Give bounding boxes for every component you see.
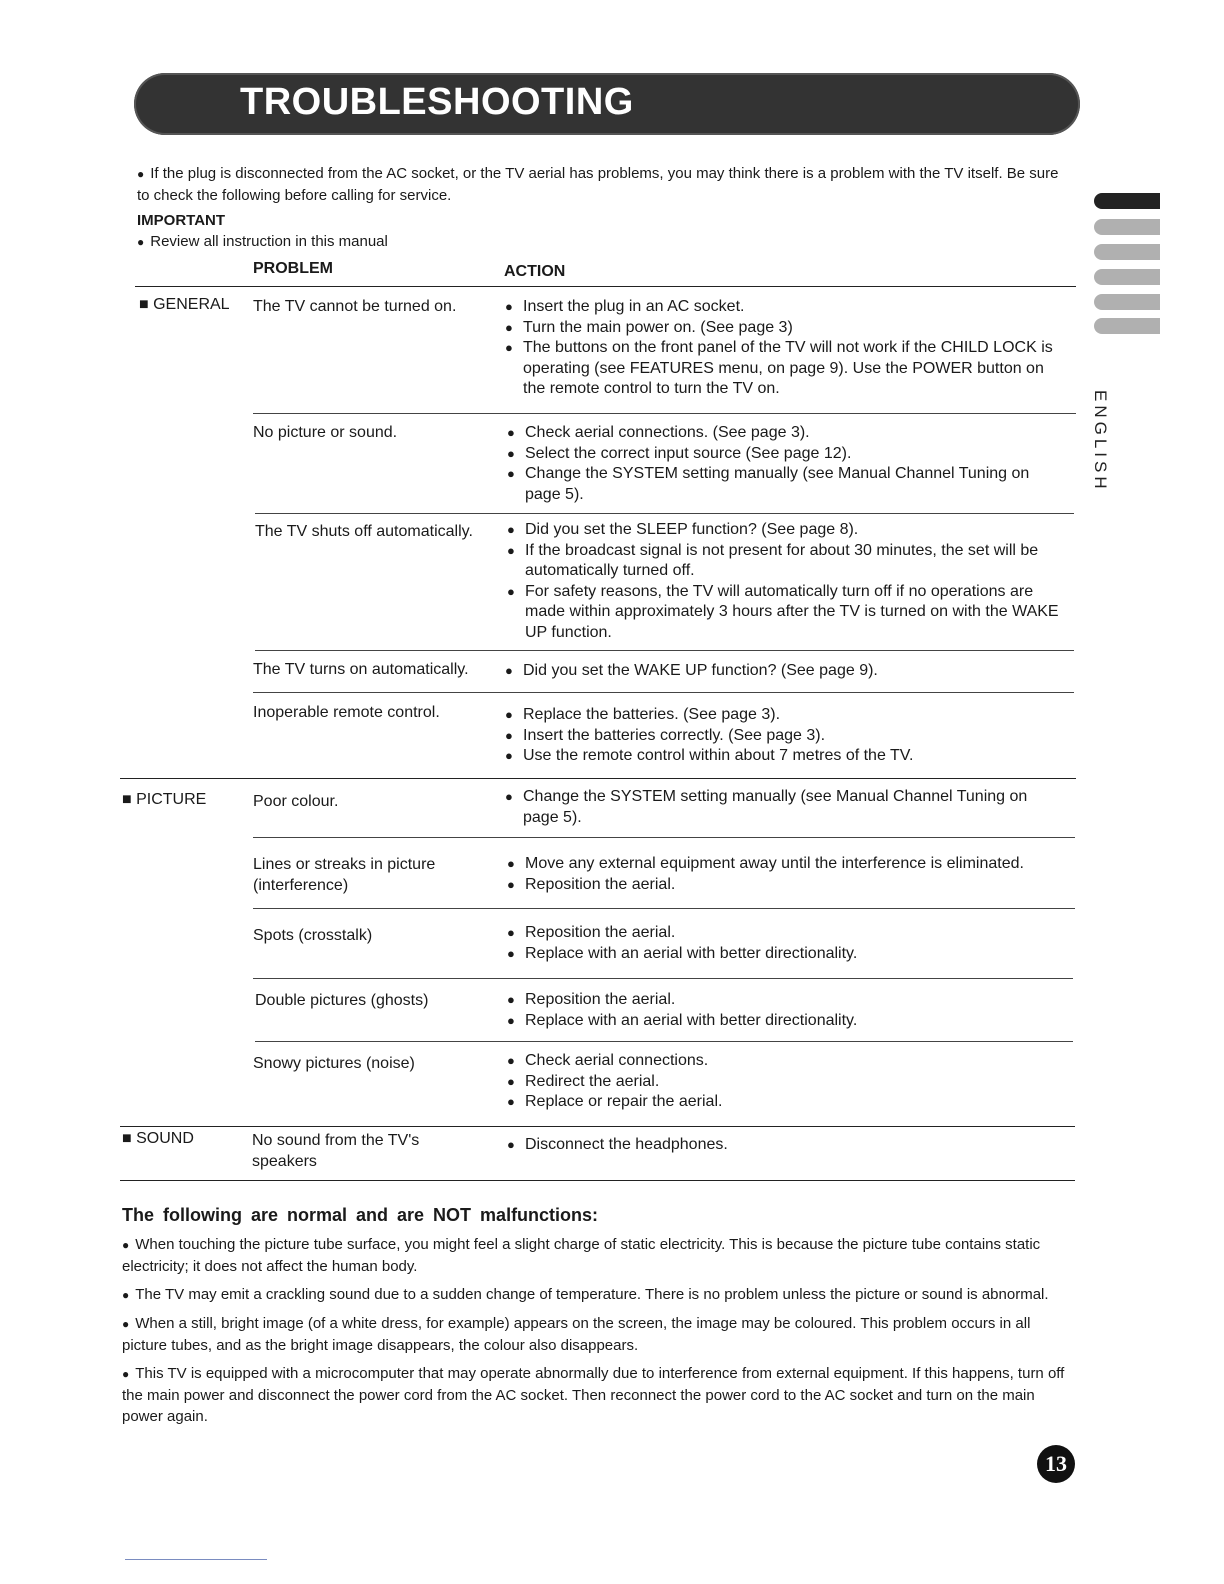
intro-text: ● If the plug is disconnected from the AC socket, or the TV aerial has problems, you may think there is a problem with the TV itself. Be sure to check the following before calling for service.	[137, 163, 1072, 206]
action-item: ● If the broadcast signal is not present for about 30 minutes, the set will be automatically turned off.	[507, 541, 1067, 582]
category-general: ■ GENERAL	[139, 296, 230, 313]
row-divider	[255, 513, 1074, 514]
note-item: ● When touching the picture tube surface, you might feel a slight charge of static electricity. This is because the picture tube contains static electricity; it does not affect the human body.	[122, 1234, 1077, 1277]
action-item: ● Turn the main power on. (See page 3)	[505, 318, 1065, 339]
important-label: IMPORTANT	[137, 212, 226, 229]
problem-cell: The TV shuts off automatically.	[255, 523, 473, 540]
action-header: ACTION	[504, 263, 566, 280]
action-item: ● Reposition the aerial.	[507, 990, 1067, 1011]
action-item: ● The buttons on the front panel of the TV will not work if the CHILD LOCK is operating (see FEATURES menu, on page 9). Use the POWER button on the remote control to turn the TV on.	[505, 338, 1065, 400]
table-bottom-rule	[120, 1180, 1075, 1181]
note-item: ● The TV may emit a crackling sound due to a sudden change of temperature. There is no problem unless the picture or sound is abnormal.	[122, 1284, 1077, 1306]
action-list	[505, 297, 1065, 400]
action-item: ● Replace or repair the aerial.	[507, 1092, 1067, 1113]
row-divider	[255, 1041, 1073, 1042]
language-tab	[1094, 294, 1160, 310]
action-item: ● Replace the batteries. (See page 3).	[505, 705, 1065, 726]
problem-cell: No picture or sound.	[253, 424, 398, 441]
footer-line	[125, 1559, 267, 1560]
problem-cell: Inoperable remote control.	[253, 704, 440, 721]
action-item: ● Reposition the aerial.	[507, 923, 1067, 944]
action-list	[507, 423, 1067, 505]
action-item: ● Check aerial connections. (See page 3).	[507, 423, 1067, 444]
page-number: 13	[1037, 1445, 1075, 1483]
action-item: ● Select the correct input source (See page 12).	[507, 444, 1067, 465]
problem-cell: Poor colour.	[253, 793, 339, 810]
problem-cell: The TV turns on automatically.	[253, 661, 469, 678]
action-item: ● Did you set the WAKE UP function? (See page 9).	[505, 661, 1065, 682]
problem-cell: No sound from the TV's speakers	[252, 1132, 420, 1170]
language-tab-active	[1094, 193, 1160, 209]
problem-cell: The TV cannot be turned on.	[253, 298, 457, 315]
important-text: ● Review all instruction in this manual	[137, 233, 388, 250]
problem-header: PROBLEM	[253, 260, 333, 277]
action-item: ● Reposition the aerial.	[507, 875, 1067, 896]
language-tab	[1094, 269, 1160, 285]
action-list	[505, 787, 1065, 828]
problem-cell: Spots (crosstalk)	[253, 927, 373, 944]
action-item: ● Use the remote control within about 7 metres of the TV.	[505, 746, 1065, 767]
action-item: ● Redirect the aerial.	[507, 1072, 1067, 1093]
row-divider	[253, 837, 1075, 838]
action-list	[505, 661, 1065, 682]
action-item: ● Move any external equipment away until the interference is eliminated.	[507, 854, 1067, 875]
language-tab	[1094, 318, 1160, 334]
notes-list	[122, 1234, 1077, 1434]
row-divider	[253, 413, 1076, 414]
section-rule	[120, 1126, 1075, 1127]
action-list	[507, 520, 1067, 643]
row-divider	[253, 692, 1074, 693]
title-banner	[134, 73, 1080, 135]
action-item: ● Replace with an aerial with better directionality.	[507, 1011, 1067, 1032]
header-rule	[135, 286, 1076, 287]
action-list	[507, 854, 1067, 895]
action-list	[507, 923, 1067, 964]
action-item: ● For safety reasons, the TV will automatically turn off if no operations are made within approximately 3 hours after the TV is turned on with the WAKE UP function.	[507, 582, 1067, 644]
action-list	[505, 705, 1065, 767]
row-divider	[253, 978, 1073, 979]
problem-cell: Lines or streaks in picture (interference)	[253, 856, 436, 894]
row-divider	[255, 650, 1074, 651]
action-item: ● Check aerial connections.	[507, 1051, 1067, 1072]
action-item: ● Insert the plug in an AC socket.	[505, 297, 1065, 318]
category-picture: ■ PICTURE	[122, 791, 207, 808]
action-item: ● Disconnect the headphones.	[507, 1135, 1067, 1156]
action-item: ● Did you set the SLEEP function? (See page 8).	[507, 520, 1067, 541]
category-sound: ■ SOUND	[122, 1130, 194, 1147]
problem-cell: Double pictures (ghosts)	[255, 992, 429, 1009]
problem-cell: Snowy pictures (noise)	[253, 1055, 415, 1072]
page-title: TROUBLESHOOTING	[240, 81, 634, 123]
row-divider	[253, 908, 1075, 909]
action-item: ● Change the SYSTEM setting manually (see Manual Channel Tuning on page 5).	[505, 787, 1065, 828]
action-item: ● Change the SYSTEM setting manually (see Manual Channel Tuning on page 5).	[507, 464, 1067, 505]
action-item: ● Insert the batteries correctly. (See page 3).	[505, 726, 1065, 747]
action-list	[507, 990, 1067, 1031]
note-item: ● When a still, bright image (of a white dress, for example) appears on the screen, the image may be coloured. This problem occurs in all picture tubes, and as the bright image disappears, the colour also disappears.	[122, 1313, 1077, 1356]
action-list	[507, 1051, 1067, 1113]
notes-title: The following are normal and are NOT malfunctions:	[122, 1205, 599, 1225]
language-tab	[1094, 219, 1160, 235]
action-item: ● Replace with an aerial with better directionality.	[507, 944, 1067, 965]
note-item: ● This TV is equipped with a microcomputer that may operate abnormally due to interference from external equipment. If this happens, turn off the main power and disconnect the power cord from the AC socket. Then reconnect the power cord to the AC socket and turn on the main power again.	[122, 1363, 1077, 1427]
language-tab	[1094, 244, 1160, 260]
action-list	[507, 1135, 1067, 1156]
section-rule	[120, 778, 1076, 779]
language-label: ENGLISH	[1091, 390, 1110, 493]
